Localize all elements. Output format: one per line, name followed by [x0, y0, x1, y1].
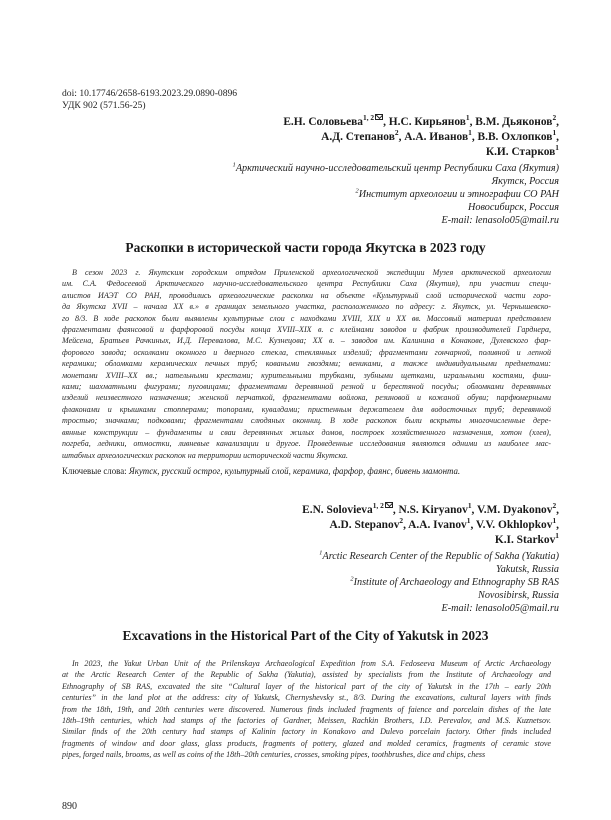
- en-affil-line: Yakutsk, Russia: [495, 564, 559, 575]
- abstract-line: им. С.А. Федосеевой Арктического научно-исследовательского центра Республики Саха (Якутия), при участии специ-: [62, 279, 551, 289]
- en-authors-line-2: A.D. Stepanov$^2$, A.A. Ivanov$^1$, V.V. Okhlopkov$^1$,: [329, 516, 559, 531]
- abstract-line: Мейсена, Братьев Рачкиных, И.Д. Перевалова, М.С. Кузнецова; XX в. – заводов им. Калинина в Конакове, Дулевского фар-: [62, 336, 551, 346]
- abstract-line: Similar finds of the 20th century had stamps of Kalinin factory in Konakovo and Dulevo porcelain factory. Other finds included: [62, 727, 551, 737]
- abstract-line: from the 18th, 19th, and 20th centuries were discovered. Numerous finds included fragments of faience and porcelain dishes of the late: [62, 704, 551, 714]
- abstract-line: 18th–19th centuries, which had stamps of the factories of Gardner, Meissen, Rachkin Brothers, I.D. Perevalov, and M.S. Kuznetsov.: [62, 716, 551, 726]
- abstract-line: керамики; обломками керамических печных труб; коваными гвоздями; вениками, а также индивидуальными предметами:: [62, 359, 551, 369]
- en-affiliations: [319, 550, 559, 615]
- abstract-line: да Якутска XVII – начала XX в.» в границах земельного участка, расположенного по адресу: г. Якутск, ул. Чернышевско-: [62, 302, 551, 312]
- ru-affil-line: Новосибирск, Россия: [468, 202, 559, 213]
- abstract-line: алистов ИАЭТ СО РАН, проводились археологические раскопки на объекте «Культурный слой исторической части горо-: [62, 290, 551, 300]
- abstract-line: монетами XVIII–XX вв.; нательными крестами; курительными трубками, зубными щетками, игральными костями, фиш-: [62, 370, 551, 380]
- abstract-line: centuries” in the land plot at the address: city of Yakutsk, Chernyshevsky st., 8/3. During the excavations, cultural layers with finds: [62, 693, 551, 703]
- abstract-line: fragments of window and door glass, glass products, fragments of pottery, glazed and molded ceramics, fragments of ceramic stove: [62, 738, 551, 748]
- abstract-line: погреба, ледники, отмостки, ливневые канализации и другое. Проведенные исследования являются одними из наиболее мас-: [62, 439, 551, 449]
- keywords-label: Ключевые слова:: [62, 466, 127, 476]
- email-envelope-icon: [375, 114, 383, 120]
- en-abstract: [62, 658, 551, 761]
- en-affil-line: Novosibirsk, Russia: [478, 590, 559, 601]
- abstract-line: изделий неизвестного назначения; женской перчаткой, фрагментами войлока, резиновой и кожаной обуви; парфюмерными: [62, 393, 551, 403]
- ru-authors-line-3: К.И. Старков$^1$: [485, 143, 559, 158]
- en-authors-line-3: K.I. Starkov$^1$: [494, 531, 559, 546]
- abstract-line: ками; шахматными фигурами; пуговицами; фрагментами деревянной резной и берестяной посуды; обломками деревянных: [62, 382, 551, 392]
- abstract-line: форового завода; осколками оконного и дверного стекла, стеклянных изделий; фрагментами гончарной, поливной и лепной: [62, 347, 551, 357]
- keywords-text: Якутск, русский острог, культурный слой, керамика, фарфор, фаянс, бивень мамонта.: [128, 466, 461, 476]
- ru-keywords: [62, 466, 551, 477]
- abstract-line: штабных археологических раскопок на территории исторической части Якутска.: [62, 450, 348, 460]
- ru-affil-line: Якутск, Россия: [491, 176, 559, 187]
- udc: УДК 902 (571.56-25): [62, 100, 146, 111]
- ru-affiliations: [233, 162, 560, 227]
- en-authors: [302, 502, 559, 548]
- page-number: 890: [62, 801, 77, 812]
- en-email: E-mail: lenasolo05@mail.ru: [441, 603, 559, 614]
- abstract-line: го 8/3. В ходе раскопок были выявлены культурные слои с находками XVIII, XIX и XX вв. Массовый материал представлен: [62, 313, 551, 323]
- ru-authors-line-1: Е.Н. Соловьева$^{1, 2}$ , Н.С. Кирьянов$^1$, В.М. Дьяконов$^2$,: [283, 113, 559, 128]
- ru-authors: [283, 114, 559, 160]
- en-authors-line-1: E.N. Solovieva$^{1, 2}$ , N.S. Kiryanov$^1$, V.M. Dyakonov$^2$,: [302, 501, 559, 516]
- abstract-line: вянные конструкции – фундаменты и сваи деревянных жилых домов, построек хозяйственного назначения, хотон (хлев),: [62, 427, 551, 437]
- abstract-line: фрагментами фаянсовой и фарфоровой посуды конца XVIII–XIX в. с клеймами заводов и фабрик производителей Гарднера,: [62, 325, 551, 335]
- email-envelope-icon: [385, 502, 393, 508]
- ru-title: Раскопки в исторической части города Якутска в 2023 году: [125, 240, 486, 255]
- ru-abstract: [62, 267, 551, 461]
- ru-email: E-mail: lenasolo05@mail.ru: [441, 215, 559, 226]
- abstract-line: тростью; значками; подковами; фрагментами слюдяных оконниц. В ходе раскопок были вскрыты многочисленные дере-: [62, 416, 551, 426]
- abstract-line: pipes, forged nails, brooms, as well as coins of the 18th–20th centuries, crosses, smoking pipes, toothbrushes, dice and chips, chess: [62, 750, 486, 760]
- ru-authors-line-2: А.Д. Степанов$^2$, А.А. Иванов$^1$, В.В. Охлопков$^1$,: [321, 128, 559, 143]
- ru-affil-line: $^2$Институт археологии и этнографии СО РАН: [355, 187, 559, 200]
- abstract-line: Ethnography of SB RAS, excavated the site “Cultural layer of the historical part of the city of Yakutsk in the 17th – early 20th: [62, 681, 551, 691]
- abstract-line: In 2023, the Yakut Urban Unit of the Prilenskaya Archaeological Expedition from S.A. Fedoseeva Museum of Arctic Archaeology: [72, 659, 551, 668]
- abstract-line: флаконами и крышками стопперами; топорами, кувалдами; пристенным держателем для водосточных труб; деревянной: [62, 404, 551, 414]
- abstract-line: В сезон 2023 г. Якутским городским отрядом Приленской археологической экспедиции Музея арктической археологии: [72, 268, 551, 277]
- ru-affil-line: $^1$Арктический научно-исследовательский центр Республики Саха (Якутия): [232, 161, 559, 174]
- en-affil-line: $^1$Arctic Research Center of the Republic of Sakha (Yakutia): [319, 549, 559, 562]
- doi: doi: 10.17746/2658-6193.2023.29.0890-0896: [62, 88, 238, 99]
- en-affil-line: $^2$Institute of Archaeology and Ethnography SB RAS: [350, 575, 559, 588]
- abstract-line: at the Arctic Research Center of the Republic of Sakha (Yakutia), assisted by specialists from the Institute of Archaeology and: [62, 670, 551, 680]
- en-title: Excavations in the Historical Part of the City of Yakutsk in 2023: [122, 628, 489, 643]
